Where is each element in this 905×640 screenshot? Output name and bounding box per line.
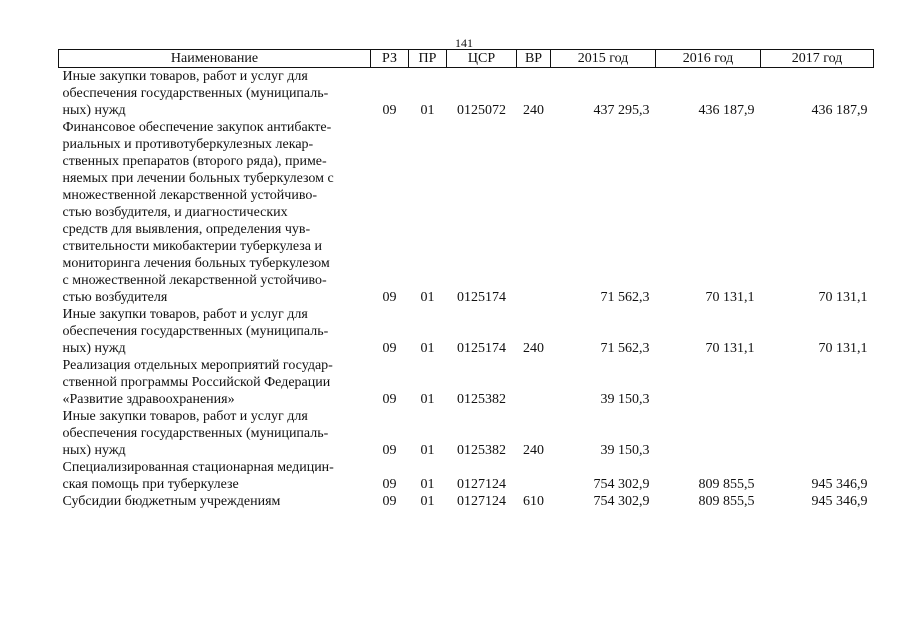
- cell-csr: 0125174: [457, 341, 506, 356]
- table-row: [59, 408, 874, 459]
- table-row: [59, 119, 874, 306]
- row-name-text: Иные закупки товаров, работ и услуг для обеспечения государственных (муниципаль- ных) нужд: [62, 307, 329, 356]
- cell-csr: 0125072: [457, 103, 506, 118]
- cell-y2016: 436 187,9: [698, 103, 755, 118]
- header-rz: РЗ: [371, 50, 409, 68]
- cell-vr: [517, 357, 551, 408]
- row-name-text: Иные закупки товаров, работ и услуг для обеспечения государственных (муниципаль- ных) нужд: [62, 69, 329, 118]
- header-vr: ВР: [517, 50, 551, 68]
- cell-name: [59, 357, 371, 408]
- cell-y2017: 70 131,1: [818, 290, 868, 305]
- cell-y2015: 39 150,3: [600, 443, 650, 458]
- cell-y2017: [761, 357, 874, 408]
- cell-rz: 09: [382, 443, 397, 458]
- cell-y2015: 39 150,3: [600, 392, 650, 407]
- header-csr: ЦСР: [447, 50, 517, 68]
- cell-name: [59, 408, 371, 459]
- row-name-text: Специализированная стационарная медицин- ская помощь при туберкулезе: [62, 460, 334, 492]
- table-row: [59, 493, 874, 510]
- row-name-text: Субсидии бюджетным учреждениям: [62, 494, 281, 509]
- cell-name: [59, 493, 371, 510]
- cell-csr: 0127124: [457, 477, 506, 492]
- table-row: [59, 68, 874, 120]
- cell-vr: 240: [523, 443, 544, 458]
- page-number: 141: [455, 36, 473, 50]
- cell-y2015: 71 562,3: [600, 341, 650, 356]
- cell-y2016: 809 855,5: [698, 494, 755, 509]
- cell-vr: 610: [523, 494, 544, 509]
- cell-pr: 01: [420, 392, 435, 407]
- header-2015: 2015 год: [551, 50, 656, 68]
- cell-y2016: 809 855,5: [698, 477, 755, 492]
- table-row: [59, 357, 874, 408]
- cell-y2016: [656, 408, 761, 459]
- budget-table: [58, 49, 874, 510]
- header-2017: 2017 год: [761, 50, 874, 68]
- cell-name: [59, 306, 371, 357]
- table-row: [59, 306, 874, 357]
- cell-y2015: 71 562,3: [600, 290, 650, 305]
- cell-y2015: 754 302,9: [593, 494, 650, 509]
- cell-vr: 240: [523, 103, 544, 118]
- table-row: [59, 459, 874, 493]
- cell-pr: 01: [420, 290, 435, 305]
- cell-pr: 01: [420, 494, 435, 509]
- cell-csr: 0127124: [457, 494, 506, 509]
- cell-pr: 01: [420, 341, 435, 356]
- cell-rz: 09: [382, 494, 397, 509]
- cell-csr: 0125382: [457, 443, 506, 458]
- cell-rz: 09: [382, 392, 397, 407]
- cell-pr: 01: [420, 103, 435, 118]
- cell-pr: 01: [420, 443, 435, 458]
- cell-csr: 0125174: [457, 290, 506, 305]
- cell-rz: 09: [382, 290, 397, 305]
- cell-y2017: [761, 408, 874, 459]
- cell-vr: [517, 119, 551, 306]
- row-name-text: Финансовое обеспечение закупок антибакте- риальных и противотуберкулезных лекар- ственных препаратов (второго ряда), приме- няемых при лечении больных туберкулезом с множественной лекарственной устойчиво- стью возбудителя, и диагностических средств для выявления, определения чув- ствительности микобактерии туберкулеза и мониторинга лечения больных туберкулезом с множественной лекарственной устойчиво- стью возбудителя: [62, 120, 334, 305]
- cell-rz: 09: [382, 341, 397, 356]
- header-2016: 2016 год: [656, 50, 761, 68]
- cell-pr: 01: [420, 477, 435, 492]
- cell-y2016: 70 131,1: [705, 290, 755, 305]
- cell-name: [59, 68, 371, 120]
- cell-rz: 09: [382, 103, 397, 118]
- row-name-text: Иные закупки товаров, работ и услуг для обеспечения государственных (муниципаль- ных) нужд: [62, 409, 329, 458]
- row-name-text: Реализация отдельных мероприятий государ- ственной программы Российской Федерации «Развитие здравоохранения»: [62, 358, 333, 407]
- header-pr: ПР: [409, 50, 447, 68]
- cell-csr: 0125382: [457, 392, 506, 407]
- cell-rz: 09: [382, 477, 397, 492]
- cell-name: [59, 459, 371, 493]
- cell-y2015: 754 302,9: [593, 477, 650, 492]
- cell-vr: 240: [523, 341, 544, 356]
- cell-y2017: 436 187,9: [811, 103, 868, 118]
- cell-name: [59, 119, 371, 306]
- cell-y2017: 945 346,9: [811, 477, 868, 492]
- table-header-row: [59, 50, 874, 68]
- cell-y2015: 437 295,3: [593, 103, 650, 118]
- cell-y2017: 70 131,1: [818, 341, 868, 356]
- cell-vr: [517, 459, 551, 493]
- cell-y2017: 945 346,9: [811, 494, 868, 509]
- table-body: [59, 68, 874, 511]
- cell-y2016: [656, 357, 761, 408]
- cell-y2016: 70 131,1: [705, 341, 755, 356]
- header-name: Наименование: [59, 50, 371, 68]
